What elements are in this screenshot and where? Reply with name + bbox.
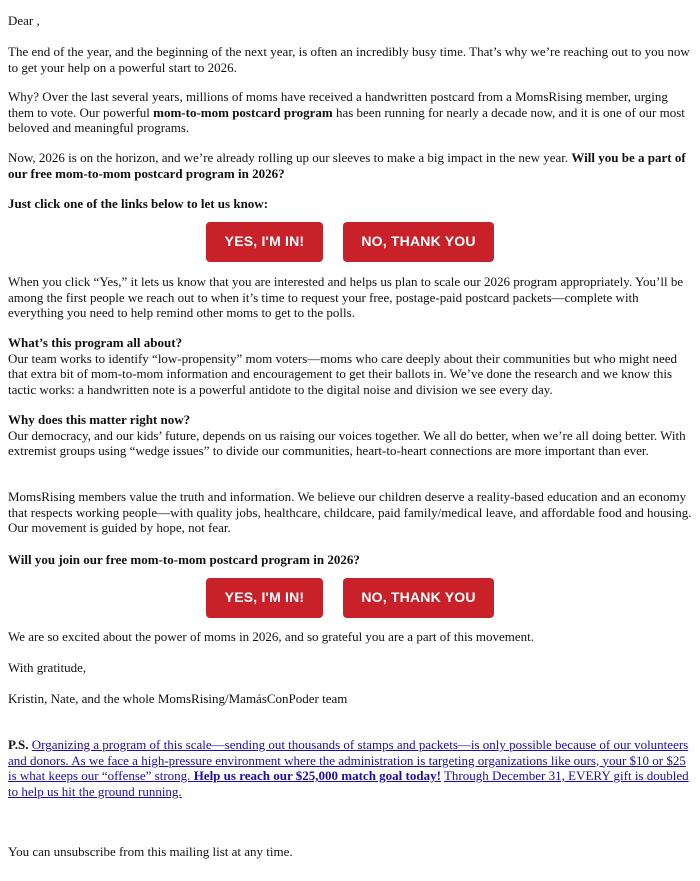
about-body: Our team works to identify “low-propensity” mom voters—moms who care deeply about their communities but who might need that extra bit of mom-to-mom information and encouragement to get their ballots in. We’ve done the research and we know this tactic works: a handwritten note is a powerful antidote to the digital noise and division we see every day. [8,350,677,397]
matter-section [8,412,692,459]
click-prompt: Just click one of the links below to let us know: [8,196,269,211]
yes-button[interactable]: YES, I'M IN! [206,222,323,262]
no-thank-you-button[interactable]: NO, THANK YOU [343,578,494,618]
intro-paragraph: The end of the year, and the beginning of the next year, is often an incredibly busy time. That’s why we’re reaching out to you now to get your help on a powerful start to 2026. [8,44,690,75]
values-paragraph: MomsRising members value the truth and information. We believe our children deserve a reality-based education and an economy that respects working people—with quality jobs, healthcare, childcare, paid family/medical leave, and affordable food and housing. Our movement is guided by hope, not fear. [8,489,692,535]
unsubscribe-note: You can unsubscribe from this mailing list at any time. [8,844,293,859]
horizon-question: Will you be a part of our free mom-to-mom postcard program in 2026? [8,150,686,181]
about-section [8,335,692,397]
donate-link[interactable]: Organizing a program of this scale—sending out thousands of stamps and packets—is only possible because of our volunteers and donors. As we face a high-pressure environment where the administration is targeting organizations like ours, your $10 or $25 is what keeps our “offense” strong. Help us reach our $25,000 match goal today! [8,737,689,783]
ps-paragraph [8,737,692,799]
yes-button[interactable]: YES, I'M IN! [206,578,323,618]
closing: With gratitude, [8,660,87,675]
matter-heading: Why does this matter right now? [8,412,191,427]
signature: Kristin, Nate, and the whole MomsRising/MamásConPoder team [8,691,348,706]
when-click-paragraph: When you click “Yes,” it lets us know that you are interested and helps us plan to scale our 2026 program appropriately. You’ll be among the first people we reach out to when it’s time to request your free, postage-paid postcard packets—complete with everything you need to help remind other moms to get to the polls. [8,274,684,320]
why-text-end: has been running for nearly a decade now, and it is one of our most beloved and meaningful programs. [8,104,685,135]
button-row-top [0,222,700,262]
matter-body: Our democracy, and our kids’ future, depends on us raising our voices together. We all do better, when we’re all doing better. With extremist groups using “wedge issues” to divide our communities, heart-to-heart connections are more important than ever. [8,427,686,458]
why-text: Why? Over the last several years, millions of moms have received a handwritten postcard from a MomsRising member, urging them to vote. Our powerful [8,89,668,120]
no-thank-you-button[interactable]: NO, THANK YOU [343,222,494,262]
join-question: Will you join our free mom-to-mom postcard program in 2026? [8,552,360,567]
button-row-bottom [0,578,700,618]
double-gift-link[interactable]: Through December 31, EVERY gift is doubled to help us hit the ground running. [8,768,689,799]
horizon-text: Now, 2026 is on the horizon, and we’re already rolling up our sleeves to make a big impact in the new year. [8,150,572,165]
match-goal-link-text: Help us reach our $25,000 match goal today! [193,768,441,783]
horizon-paragraph [8,150,692,181]
greeting: Dear , [8,13,40,28]
excited-paragraph: We are so excited about the power of moms in 2026, and so grateful you are a part of this movement. [8,629,535,644]
postcard-program-emphasis: mom-to-mom postcard program [153,104,333,120]
about-heading: What’s this program all about? [8,335,183,350]
why-paragraph [8,89,692,136]
ps-label: P.S. [8,737,29,752]
